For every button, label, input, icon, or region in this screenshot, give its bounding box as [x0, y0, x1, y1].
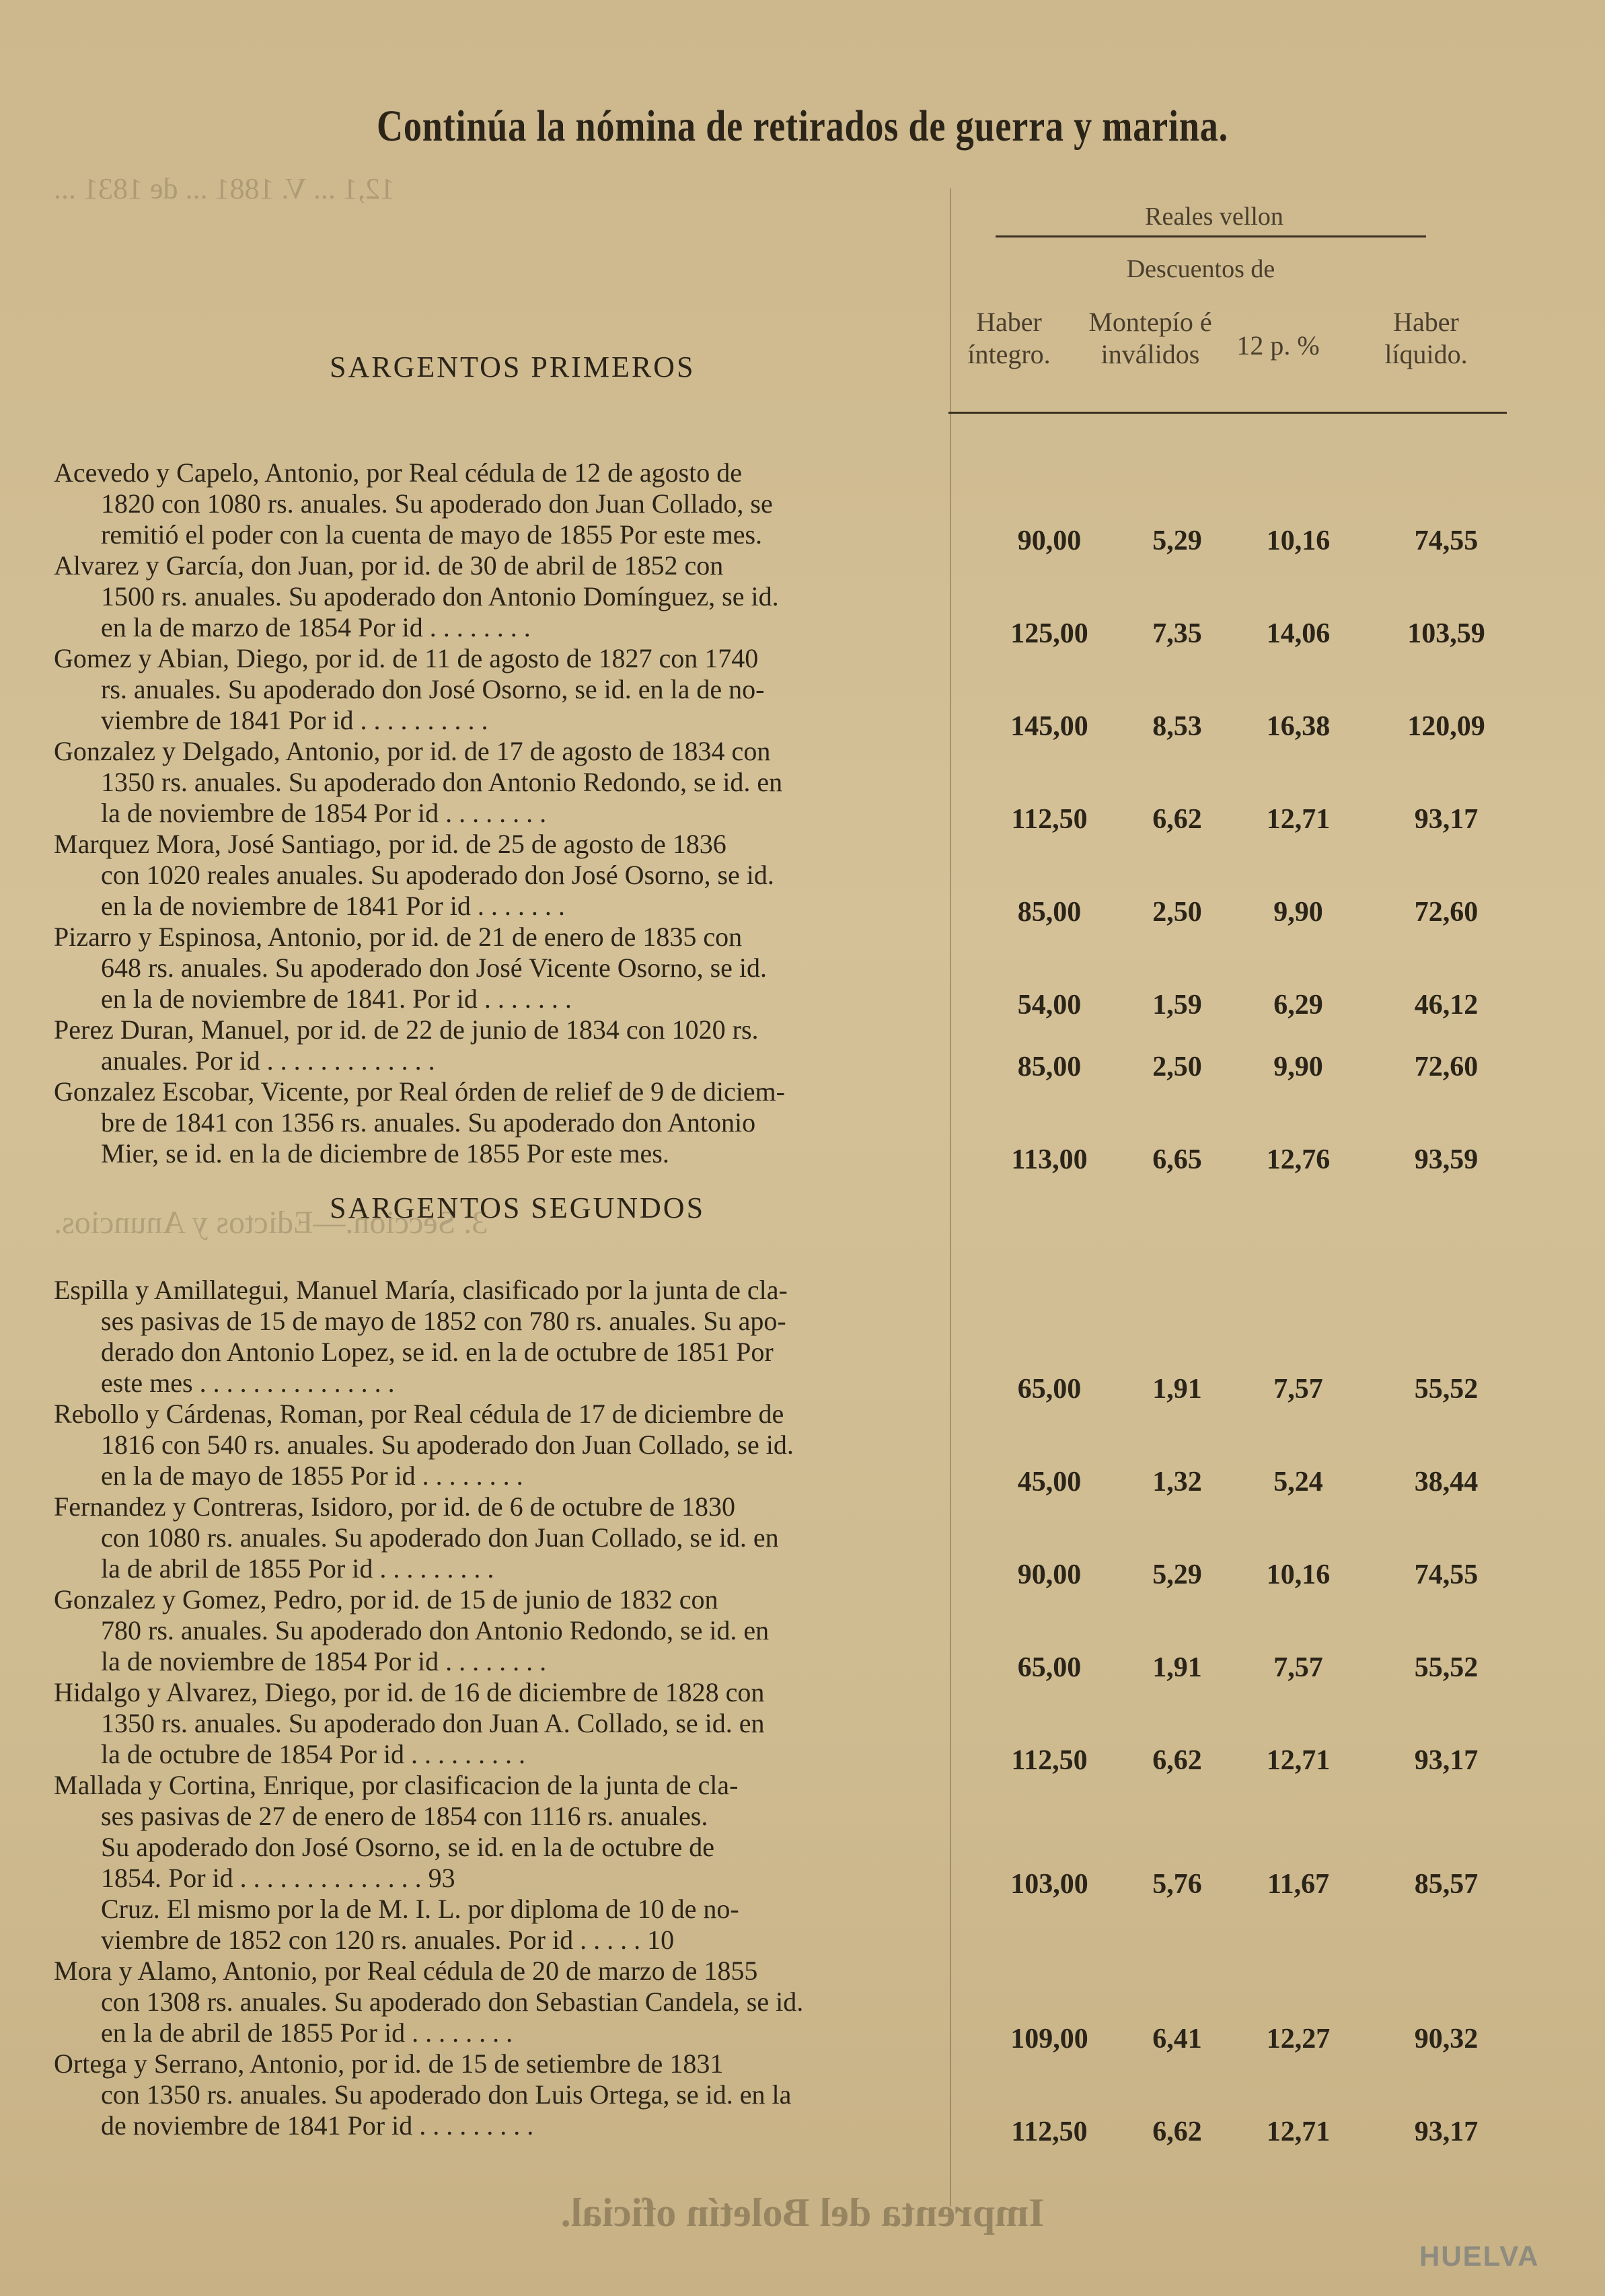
- entry-text-line: Ortega y Serrano, Antonio, por id. de 15 de setiembre de 1831: [54, 2048, 724, 2079]
- entry-text-line: 1350 rs. anuales. Su apoderado don Juan A. Collado, se id. en: [101, 1708, 765, 1738]
- haber-integro-value: 112,50: [1011, 804, 1088, 835]
- montepio-value: 6,65: [1152, 1144, 1202, 1175]
- entry-text-line: remitió el poder con la cuenta de mayo de 1855 Por este mes.: [101, 519, 763, 550]
- entry-text-line: 1500 rs. anuales. Su apoderado don Antonio Domínguez, se id.: [101, 581, 779, 612]
- entry-text-line: ses pasivas de 15 de mayo de 1852 con 780 rs. anuales. Su apo-: [101, 1306, 786, 1336]
- entry-text-line: en la de marzo de 1854 Por id . . . . . . . .: [101, 612, 531, 642]
- header-bottom-rule: [948, 412, 1507, 414]
- montepio-value: 8,53: [1152, 711, 1202, 742]
- column-header-haber-integro: Haber íntegro.: [967, 307, 1051, 369]
- entry-text-line: Mier, se id. en la de diciembre de 1855 Por este mes.: [101, 1138, 669, 1169]
- haber-integro-value: 65,00: [1017, 1652, 1082, 1683]
- library-stamp: HUELVA: [1419, 2240, 1540, 2272]
- montepio-value: 6,62: [1152, 2116, 1202, 2147]
- entry-text-line: la de octubre de 1854 Por id . . . . . . . . .: [101, 1739, 525, 1769]
- entry-text-line: Cruz. El mismo por la de M. I. L. por diploma de 10 de no-: [101, 1894, 739, 1924]
- entry-text-line: 1854. Por id . . . . . . . . . . . . . . 93: [101, 1863, 455, 1893]
- haber-integro-value: 54,00: [1017, 990, 1082, 1021]
- entry-text-line: Rebollo y Cárdenas, Roman, por Real cédula de 17 de diciembre de: [54, 1399, 784, 1429]
- haber-liquido-value: 46,12: [1414, 990, 1479, 1021]
- entry-text-line: con 1020 reales anuales. Su apoderado don José Osorno, se id.: [101, 860, 774, 890]
- descuento-12-value: 10,16: [1266, 525, 1331, 556]
- haber-liquido-value: 55,52: [1414, 1652, 1479, 1683]
- montepio-value: 5,76: [1152, 1869, 1202, 1900]
- bleed-through-footer: Imprenta del Boletín oficial.: [560, 2190, 1045, 2235]
- entry-text-line: Alvarez y García, don Juan, por id. de 30 de abril de 1852 con: [54, 550, 724, 581]
- entry-text-line: en la de abril de 1855 Por id . . . . . . . .: [101, 2017, 513, 2048]
- haber-liquido-value: 90,32: [1414, 2024, 1479, 2054]
- haber-liquido-value: 93,59: [1414, 1144, 1479, 1175]
- haber-integro-value: 112,50: [1011, 2116, 1088, 2147]
- haber-liquido-value: 103,59: [1407, 618, 1485, 649]
- entry-text-line: rs. anuales. Su apoderado don José Osorno, se id. en la de no-: [101, 674, 765, 704]
- entry-amounts: [0, 2116, 1605, 2149]
- haber-liquido-value: 93,17: [1414, 804, 1479, 835]
- entry-text-line: 1816 con 540 rs. anuales. Su apoderado don Juan Collado, se id.: [101, 1430, 794, 1460]
- entry-text-line: Marquez Mora, José Santiago, por id. de 25 de agosto de 1836: [54, 829, 726, 859]
- entry-text-line: 1820 con 1080 rs. anuales. Su apoderado don Juan Collado, se: [101, 488, 773, 519]
- montepio-value: 5,29: [1152, 1559, 1202, 1590]
- entry-text-line: en la de mayo de 1855 Por id . . . . . . . .: [101, 1460, 523, 1491]
- entry-text-line: en la de noviembre de 1841 Por id . . . . . . .: [101, 891, 565, 921]
- column-header-haber-liquido: Haber líquido.: [1384, 307, 1468, 369]
- entry-text-line: de noviembre de 1841 Por id . . . . . . . . .: [101, 2110, 534, 2141]
- haber-integro-value: 90,00: [1017, 525, 1082, 556]
- haber-integro-value: 45,00: [1017, 1467, 1082, 1497]
- haber-integro-value: 109,00: [1010, 2024, 1088, 2054]
- haber-liquido-value: 93,17: [1414, 1745, 1479, 1776]
- descuento-12-value: 5,24: [1273, 1467, 1323, 1497]
- entry-text-line: Pizarro y Espinosa, Antonio, por id. de 21 de enero de 1835 con: [54, 922, 743, 952]
- column-rule: [950, 188, 951, 2207]
- nomina-entry: [54, 1770, 948, 1956]
- entry-text-line: Hidalgo y Alvarez, Diego, por id. de 16 de diciembre de 1828 con: [54, 1677, 765, 1707]
- entry-text-line: Gonzalez y Gomez, Pedro, por id. de 15 de junio de 1832 con: [54, 1584, 718, 1615]
- descuento-12-value: 9,90: [1273, 897, 1323, 928]
- entry-text-line: 648 rs. anuales. Su apoderado don José Vicente Osorno, se id.: [101, 953, 767, 983]
- entry-text-line: Acevedo y Capelo, Antonio, por Real cédula de 12 de agosto de: [54, 457, 743, 488]
- entry-text-line: anuales. Por id . . . . . . . . . . . . .: [101, 1045, 435, 1076]
- haber-liquido-value: 120,09: [1407, 711, 1485, 742]
- montepio-value: 6,62: [1152, 1745, 1202, 1776]
- montepio-value: 6,41: [1152, 2024, 1202, 2054]
- entry-text-line: con 1350 rs. anuales. Su apoderado don Luis Ortega, se id. en la: [101, 2079, 792, 2110]
- descuento-12-value: 12,71: [1266, 804, 1331, 835]
- haber-liquido-value: 38,44: [1414, 1467, 1479, 1497]
- section-heading: SARGENTOS SEGUNDOS: [330, 1191, 706, 1224]
- entry-text-line: con 1080 rs. anuales. Su apoderado don Juan Collado, se id. en: [101, 1522, 779, 1553]
- entry-text-line: Mora y Alamo, Antonio, por Real cédula de 20 de marzo de 1855: [54, 1956, 758, 1986]
- descuento-12-value: 10,16: [1266, 1559, 1331, 1590]
- haber-liquido-value: 85,57: [1414, 1869, 1479, 1900]
- descuento-12-value: 14,06: [1266, 618, 1331, 649]
- descuento-12-value: 11,67: [1267, 1869, 1330, 1900]
- bleed-through-text: 12,1 ... V. 1881 ... de 1831 ...: [54, 172, 395, 205]
- entry-amounts: [0, 1144, 1605, 1177]
- entry-text-line: 780 rs. anuales. Su apoderado don Antonio Redondo, se id. en: [101, 1615, 770, 1645]
- page-title: Continúa la nómina de retirados de guerra y marina.: [376, 102, 1229, 151]
- entry-text-line: Gomez y Abian, Diego, por id. de 11 de agosto de 1827 con 1740: [54, 643, 759, 673]
- header-rule: [996, 235, 1426, 237]
- montepio-value: 1,91: [1152, 1652, 1202, 1683]
- montepio-value: 1,32: [1152, 1467, 1202, 1497]
- bleed-through-text: 3. Seccion.—Edictos y Anuncios.: [54, 1205, 488, 1240]
- entry-text-line: derado don Antonio Lopez, se id. en la de octubre de 1851 Por: [101, 1337, 774, 1367]
- haber-integro-value: 103,00: [1010, 1869, 1088, 1900]
- montepio-value: 5,29: [1152, 525, 1202, 556]
- column-header-12-percent: 12 p. %: [1236, 330, 1320, 361]
- entry-text-line: la de abril de 1855 Por id . . . . . . . . .: [101, 1553, 494, 1584]
- entry-text-line: la de noviembre de 1854 Por id . . . . . . . .: [101, 1646, 547, 1676]
- haber-liquido-value: 93,17: [1414, 2116, 1479, 2147]
- section-heading: SARGENTOS PRIMEROS: [330, 350, 696, 383]
- entry-text-line: en la de noviembre de 1841. Por id . . . . . . .: [101, 984, 572, 1014]
- entry-text-line: Perez Duran, Manuel, por id. de 22 de junio de 1834 con 1020 rs.: [54, 1014, 759, 1045]
- haber-integro-value: 113,00: [1011, 1144, 1088, 1175]
- descuento-12-value: 12,71: [1266, 2116, 1331, 2147]
- column-group-header: Reales vellon: [1145, 202, 1283, 231]
- montepio-value: 1,59: [1152, 990, 1202, 1021]
- montepio-value: 1,91: [1152, 1374, 1202, 1405]
- montepio-value: 2,50: [1152, 1051, 1202, 1082]
- haber-integro-value: 65,00: [1017, 1374, 1082, 1405]
- descuento-12-value: 12,71: [1266, 1745, 1331, 1776]
- entry-text-line: con 1308 rs. anuales. Su apoderado don Sebastian Candela, se id.: [101, 1987, 804, 2017]
- entry-text-line: 1350 rs. anuales. Su apoderado don Antonio Redondo, se id. en: [101, 767, 783, 797]
- descuento-12-value: 7,57: [1273, 1652, 1323, 1683]
- entry-text-line: Espilla y Amillategui, Manuel María, clasificado por la junta de cla-: [54, 1275, 788, 1305]
- descuento-12-value: 6,29: [1273, 990, 1323, 1021]
- haber-liquido-value: 74,55: [1414, 525, 1479, 556]
- entry-text-line: ses pasivas de 27 de enero de 1854 con 1116 rs. anuales.: [101, 1801, 708, 1831]
- montepio-value: 2,50: [1152, 897, 1202, 928]
- entry-amounts: [0, 1868, 1605, 1902]
- haber-integro-value: 145,00: [1010, 711, 1088, 742]
- entry-text-line: Fernandez y Contreras, Isidoro, por id. de 6 de octubre de 1830: [54, 1491, 736, 1522]
- entry-text-line: la de noviembre de 1854 Por id . . . . . . . .: [101, 798, 547, 828]
- entry-text-line: viembre de 1852 con 120 rs. anuales. Por id . . . . . 10: [101, 1925, 675, 1955]
- column-header-montepio: Montepío é inválidos: [1088, 307, 1212, 369]
- entry-text-line: Su apoderado don José Osorno, se id. en la de octubre de: [101, 1832, 714, 1862]
- haber-integro-value: 112,50: [1011, 1745, 1088, 1776]
- haber-integro-value: 85,00: [1017, 897, 1082, 928]
- descuento-12-value: 16,38: [1266, 711, 1331, 742]
- haber-liquido-value: 72,60: [1414, 897, 1479, 928]
- haber-integro-value: 125,00: [1010, 618, 1088, 649]
- entry-text-line: este mes . . . . . . . . . . . . . . .: [101, 1368, 395, 1398]
- entry-text-line: bre de 1841 con 1356 rs. anuales. Su apoderado don Antonio: [101, 1107, 756, 1138]
- haber-integro-value: 90,00: [1017, 1559, 1082, 1590]
- entry-text-line: Gonzalez y Delgado, Antonio, por id. de 17 de agosto de 1834 con: [54, 736, 771, 766]
- descuento-12-value: 12,76: [1266, 1144, 1331, 1175]
- descuento-12-value: 12,27: [1266, 2024, 1331, 2054]
- entry-text-line: Mallada y Cortina, Enrique, por clasificacion de la junta de cla-: [54, 1770, 739, 1800]
- haber-liquido-value: 74,55: [1414, 1559, 1479, 1590]
- montepio-value: 7,35: [1152, 618, 1202, 649]
- haber-liquido-value: 55,52: [1414, 1374, 1479, 1405]
- descuento-12-value: 9,90: [1273, 1051, 1323, 1082]
- column-subgroup-header: Descuentos de: [1126, 255, 1275, 283]
- haber-integro-value: 85,00: [1017, 1051, 1082, 1082]
- entry-text-line: Gonzalez Escobar, Vicente, por Real órden de relief de 9 de diciem-: [54, 1076, 785, 1107]
- entry-text-line: viembre de 1841 Por id . . . . . . . . . .: [101, 705, 488, 735]
- haber-liquido-value: 72,60: [1414, 1051, 1479, 1082]
- montepio-value: 6,62: [1152, 804, 1202, 835]
- descuento-12-value: 7,57: [1273, 1374, 1323, 1405]
